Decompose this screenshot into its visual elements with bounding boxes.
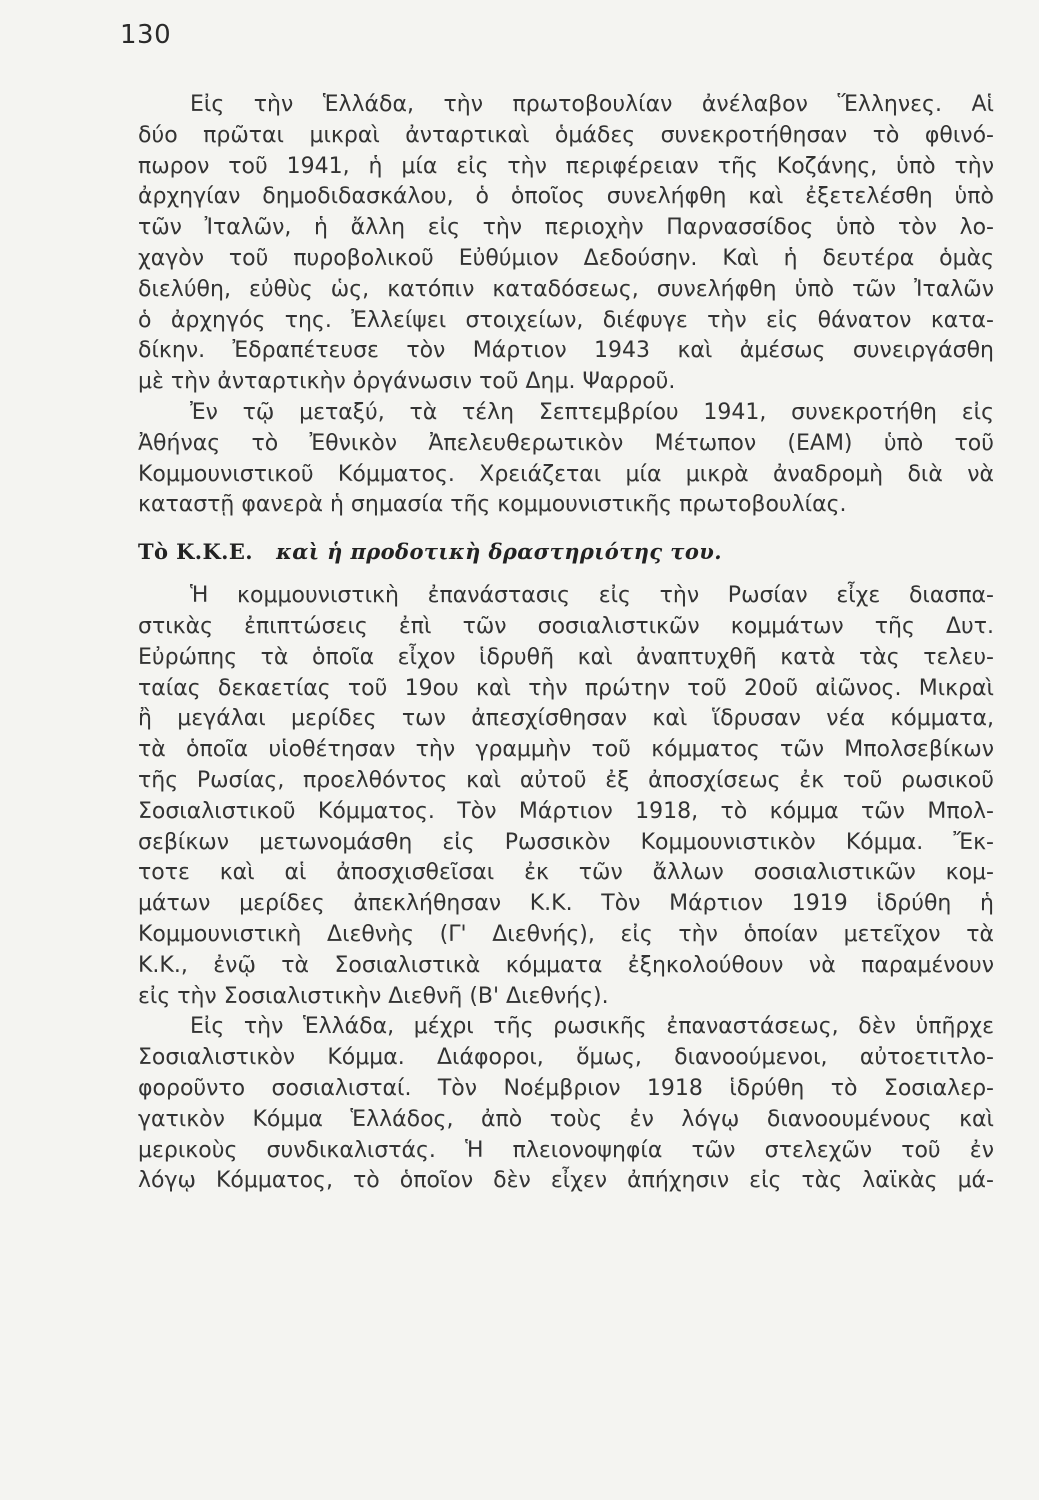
section-gap bbox=[138, 521, 994, 537]
section-heading-prefix: Τὸ Κ.Κ.Ε. bbox=[138, 539, 253, 565]
text-line: δίκην. Ἐδραπέτευσε τὸν Μάρτιον 1943 καὶ ἀμέσως συνειργάσθη bbox=[138, 338, 994, 364]
text-line: καταστῇ φανερὰ ἡ σημασία τῆς κομμουνιστικῆς πρωτοβουλίας. bbox=[138, 492, 847, 518]
text-line: Κ.Κ., ἐνῷ τὰ Σοσιαλιστικὰ κόμματα ἐξηκολούθουν νὰ παραμένουν bbox=[138, 952, 994, 978]
text-line: τοτε καὶ αἱ ἀποσχισθεῖσαι ἐκ τῶν ἄλλων σοσιαλιστικῶν κομ- bbox=[138, 860, 994, 886]
text-line: διελύθη, εὐθὺς ὡς, κατόπιν καταδόσεως, συνελήφθη ὑπὸ τῶν Ἰταλῶν bbox=[138, 276, 994, 302]
text-line: τῶν Ἰταλῶν, ἡ ἄλλη εἰς τὴν περιοχὴν Παρνασσίδος ὑπὸ τὸν λο- bbox=[138, 215, 994, 241]
text-line: στικὰς ἐπιπτώσεις ἐπὶ τῶν σοσιαλιστικῶν κομμάτων τῆς Δυτ. bbox=[138, 613, 994, 639]
text-line: ἀρχηγίαν δημοδιδασκάλου, ὁ ὁποῖος συνελήφθη καὶ ἐξετελέσθη ὑπὸ bbox=[138, 184, 994, 210]
text-line: μάτων μερίδες ἀπεκλήθησαν Κ.Κ. Τὸν Μάρτιον 1919 ἱδρύθη ἡ bbox=[138, 891, 994, 917]
text-line: τὰ ὁποῖα υἱοθέτησαν τὴν γραμμὴν τοῦ κόμματος τῶν Μπολσεβίκων bbox=[138, 737, 994, 763]
text-line: Ἐν τῷ μεταξύ, τὰ τέλη Σεπτεμβρίου 1941, συνεκροτήθη εἰς bbox=[190, 399, 994, 425]
text-line: Σοσιαλιστικοῦ Κόμματος. Τὸν Μάρτιον 1918, τὸ κόμμα τῶν Μπολ- bbox=[138, 798, 994, 824]
text-line: δύο πρῶται μικραὶ ἀνταρτικαὶ ὁμάδες συνεκροτήθησαν τὸ φθινό- bbox=[138, 122, 994, 148]
text-line: Εὐρώπης τὰ ὁποῖα εἶχον ἱδρυθῆ καὶ ἀναπτυχθῆ κατὰ τὰς τελευ- bbox=[138, 644, 994, 670]
paragraph bbox=[138, 398, 994, 521]
text-line: χαγὸν τοῦ πυροβολικοῦ Εὐθύμιον Δεδούσην. Καὶ ἡ δευτέρα ὁμὰς bbox=[138, 245, 994, 271]
text-line: Κομμουνιστικοῦ Κόμματος. Χρειάζεται μία μικρὰ ἀναδρομὴ διὰ νὰ bbox=[138, 461, 994, 487]
text-line: ταίας δεκαετίας τοῦ 19ου καὶ τὴν πρώτην τοῦ 20οῦ αἰῶνος. Μικραὶ bbox=[138, 675, 994, 701]
text-line: πωρον τοῦ 1941, ἡ μία εἰς τὴν περιφέρειαν τῆς Κοζάνης, ὑπὸ τὴν bbox=[138, 153, 994, 179]
section-heading-title: καὶ ἡ προδοτικὴ δραστηριότης του. bbox=[276, 539, 722, 565]
paragraph bbox=[138, 581, 994, 1012]
text-line: Κομμουνιστικὴ Διεθνὴς (Γ' Διεθνής), εἰς τὴν ὁποίαν μετεῖχον τὰ bbox=[138, 921, 994, 947]
text-line: Σοσιαλιστικὸν Κόμμα. Διάφοροι, ὅμως, διανοούμενοι, αὐτοετιτλο- bbox=[138, 1045, 994, 1071]
page-number: 130 bbox=[120, 20, 172, 50]
text-line: Ἀθήνας τὸ Ἐθνικὸν Ἀπελευθερωτικὸν Μέτωπον (ΕΑΜ) ὑπὸ τοῦ bbox=[138, 430, 994, 456]
body-text bbox=[138, 90, 994, 1197]
text-line: μερικοὺς συνδικαλιστάς. Ἡ πλειονοψηφία τῶν στελεχῶν τοῦ ἐν bbox=[138, 1137, 994, 1163]
text-line: Εἰς τὴν Ἑλλάδα, τὴν πρωτοβουλίαν ἀνέλαβον Ἕλληνες. Αἱ bbox=[190, 92, 994, 117]
text-line: φοροῦντο σοσιαλισταί. Τὸν Νοέμβριον 1918 ἱδρύθη τὸ Σοσιαλερ- bbox=[138, 1075, 994, 1101]
section-heading bbox=[138, 537, 994, 571]
paragraph bbox=[138, 90, 994, 398]
text-line: γατικὸν Κόμμα Ἑλλάδος, ἀπὸ τοὺς ἐν λόγῳ διανοουμένους καὶ bbox=[138, 1106, 994, 1132]
text-line: Ἡ κομμουνιστικὴ ἐπανάστασις εἰς τὴν Ρωσίαν εἶχε διασπα- bbox=[190, 583, 994, 609]
paragraph bbox=[138, 1012, 994, 1197]
heading-gap bbox=[138, 571, 994, 581]
text-line: λόγῳ Κόμματος, τὸ ὁποῖον δὲν εἶχεν ἀπήχησιν εἰς τὰς λαϊκὰς μά- bbox=[138, 1168, 994, 1194]
text-line: μὲ τὴν ἀνταρτικὴν ὀργάνωσιν τοῦ Δημ. Ψαρροῦ. bbox=[138, 369, 676, 395]
text-line: Εἰς τὴν Ἑλλάδα, μέχρι τῆς ρωσικῆς ἐπαναστάσεως, δὲν ὑπῆρχε bbox=[190, 1014, 994, 1040]
text-line: ἢ μεγάλαι μερίδες των ἀπεσχίσθησαν καὶ ἵδρυσαν νέα κόμματα, bbox=[138, 706, 994, 732]
text-line: σεβίκων μετωνομάσθη εἰς Ρωσσικὸν Κομμουνιστικὸν Κόμμα. Ἔκ- bbox=[138, 829, 994, 855]
text-line: τῆς Ρωσίας, προελθόντος καὶ αὐτοῦ ἐξ ἀποσχίσεως ἐκ τοῦ ρωσικοῦ bbox=[138, 767, 994, 793]
text-line: ὁ ἀρχηγός της. Ἐλλείψει στοιχείων, διέφυγε τὴν εἰς θάνατον κατα- bbox=[138, 307, 994, 333]
text-line: εἰς τὴν Σοσιαλιστικὴν Διεθνῆ (Β' Διεθνής). bbox=[138, 983, 609, 1009]
